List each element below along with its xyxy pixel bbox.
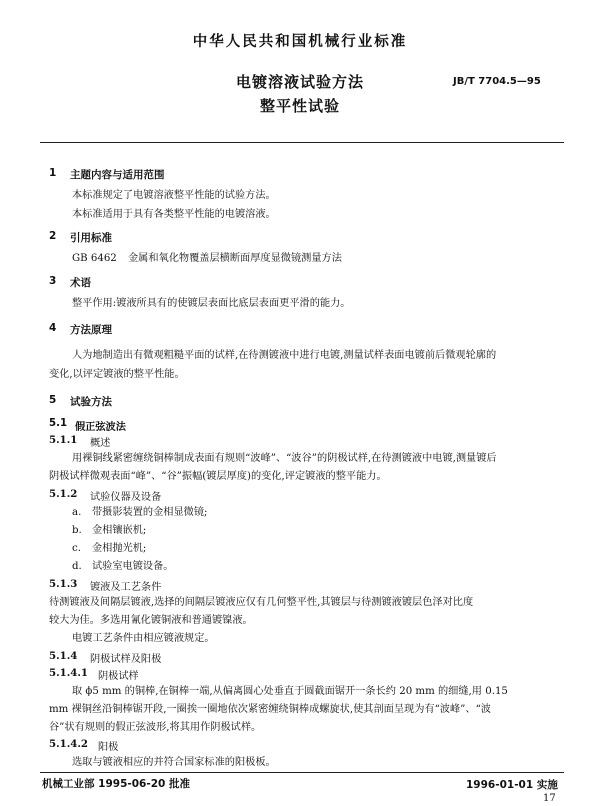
- section-5-1-4-2-number: 5.1.4.2: [49, 738, 88, 750]
- section-5-1-2-title: 试验仪器及设备: [90, 492, 162, 503]
- section-1-title: 主题内容与适用范围: [70, 169, 165, 181]
- section-3-number: 3: [49, 275, 57, 287]
- section-1-paragraph-2: 本标准适用于具有各类整平性能的电镀溶液。: [72, 209, 276, 220]
- equipment-item-b-marker: b.: [72, 525, 82, 536]
- section-1-number: 1: [49, 167, 57, 179]
- section-5-1-4-title: 阴极试样及阳极: [90, 654, 162, 665]
- section-4-paragraph-line2: 变化,以评定镀液的整平性能。: [49, 369, 185, 380]
- section-5-1-4-1-paragraph-line3: 谷”状有规则的假正弦波形,将其用作阴极试样。: [49, 722, 262, 733]
- section-5-title: 试验方法: [70, 396, 112, 408]
- section-3-title: 术语: [70, 277, 91, 289]
- footer-divider: [40, 772, 564, 773]
- effective-date: 1996-01-01 实施: [466, 779, 558, 791]
- equipment-item-c-text: 金相抛光机;: [92, 543, 147, 554]
- industry-standard-title: 中华人民共和国机械行业标准: [192, 34, 408, 50]
- section-5-1-number: 5.1: [49, 418, 68, 429]
- section-5-1-2-number: 5.1.2: [49, 488, 78, 500]
- equipment-item-a-text: 带摄影装置的金相显微镜;: [92, 507, 208, 518]
- reference-code: GB 6462: [72, 253, 117, 264]
- section-5-1-4-1-number: 5.1.4.1: [49, 667, 88, 679]
- section-5-1-1-title: 概述: [90, 438, 111, 449]
- section-5-1-4-1-title: 阴极试样: [98, 671, 139, 682]
- section-5-1-3-paragraph-line2: 较大为佳。多选用氰化镀铜液和普通镀镍液。: [49, 615, 253, 626]
- section-2-number: 2: [49, 230, 57, 242]
- approval-statement: 机械工业部 1995-06-20 批准: [42, 778, 190, 790]
- section-1-paragraph-1: 本标准规定了电镀溶液整平性能的试验方法。: [72, 190, 276, 201]
- section-5-1-1-paragraph-line1: 用裸铜线紧密缠绕铜棒制成表面有规则“波峰”、“波谷”的阴极试样,在待测镀液中电镀,测量镀后: [72, 453, 497, 464]
- section-5-1-4-2-paragraph-1: 选取与镀液相应的并符合国家标准的阳极板。: [72, 757, 276, 768]
- section-5-1-1-paragraph-line2: 阴极试样微观表面“峰”、“谷”振幅(镀层厚度)的变化,评定镀液的整平能力。: [49, 471, 387, 482]
- section-5-1-3-paragraph-2: 电镀工艺条件由相应镀液规定。: [72, 633, 215, 644]
- section-5-number: 5: [49, 394, 57, 406]
- section-5-1-3-title: 镀液及工艺条件: [90, 582, 162, 593]
- section-5-1-1-number: 5.1.1: [49, 434, 78, 446]
- equipment-item-c-marker: c.: [72, 543, 81, 554]
- reference-title: 金属和氧化物覆盖层横断面厚度显微镜测量方法: [128, 253, 342, 264]
- section-4-paragraph-line1: 人为地制造出有微观粗糙平面的试样,在待测镀液中进行电镀,测量试样表面电镀前后微观轮廓的: [72, 350, 497, 361]
- section-5-1-4-1-paragraph-line1: 取 ϕ5 mm 的铜棒,在铜棒一端,从偏离圆心处垂直于圆截面锯开一条长约 20 mm 的细缝,用 0.15: [72, 686, 508, 697]
- equipment-item-b-text: 金相镶嵌机;: [92, 525, 147, 536]
- standard-number: JB/T 7704.5—95: [453, 76, 541, 87]
- page-number: 17: [543, 793, 556, 804]
- section-5-1-3-number: 5.1.3: [49, 578, 78, 590]
- section-5-1-4-number: 5.1.4: [49, 650, 78, 662]
- section-4-title: 方法原理: [70, 324, 112, 336]
- section-5-1-title: 假正弦波法: [75, 422, 126, 433]
- document-title-line1: 电镀溶液试验方法: [235, 73, 364, 91]
- equipment-item-d-marker: d.: [72, 561, 82, 572]
- section-5-1-4-1-paragraph-line2: mm 裸铜丝沿铜棒锯开段,一圈挨一圈地依次紧密缠绕铜棒成螺旋状,使其剖面呈现为有“波峰”、“波: [49, 704, 491, 715]
- section-5-1-3-paragraph-line1: 待测镀液及间隔层镀液,选择的间隔层镀液应仅有几何整平性,其镀层与待测镀液镀层色泽对比度: [49, 597, 474, 608]
- section-3-paragraph-1: 整平作用:镀液所具有的使镀层表面比底层表面更平滑的能力。: [72, 298, 351, 309]
- equipment-item-a-marker: a.: [72, 507, 82, 518]
- header-divider: [40, 142, 564, 143]
- section-2-title: 引用标准: [70, 232, 112, 244]
- section-4-number: 4: [49, 322, 57, 334]
- section-5-1-4-2-title: 阳极: [98, 742, 119, 753]
- document-title-line2: 整平性试验: [259, 97, 340, 115]
- equipment-item-d-text: 试验室电镀设备。: [92, 561, 174, 572]
